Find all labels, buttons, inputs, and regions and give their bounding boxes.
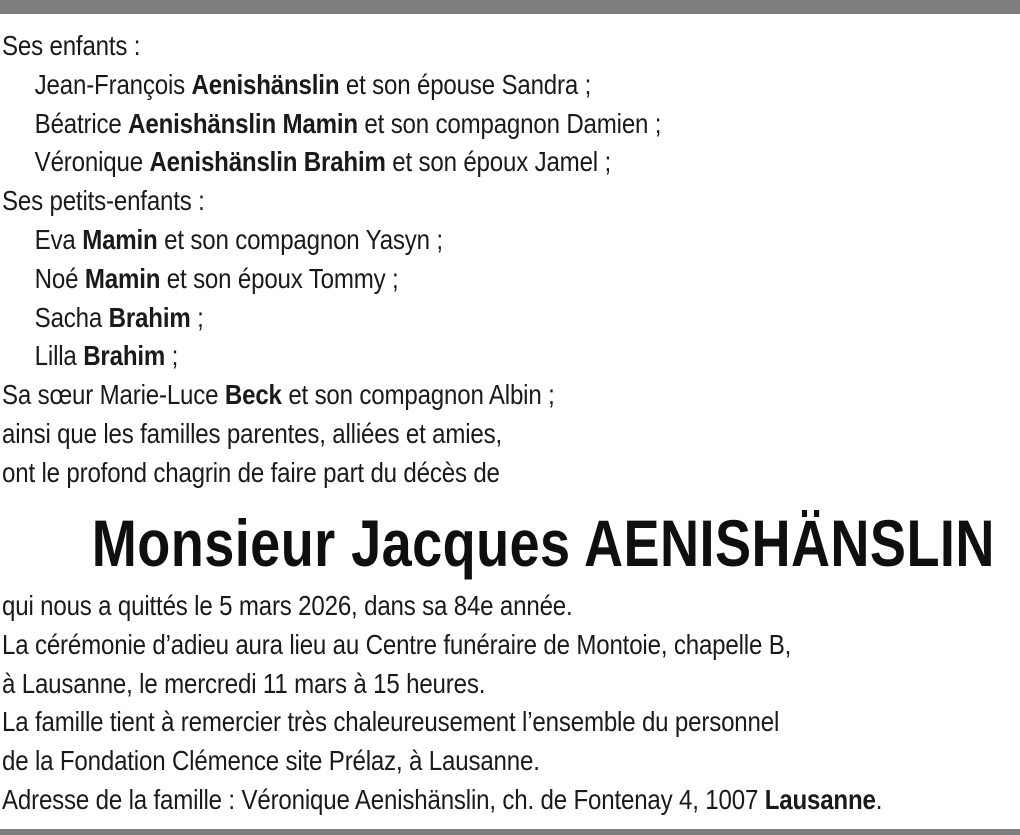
child-detail: et son époux Jamel ;: [392, 146, 612, 178]
sister-detail: et son compagnon Albin ;: [288, 379, 555, 411]
child-first-name: Jean-François: [34, 68, 186, 100]
family-address: [2, 781, 883, 820]
body-line: de la Fondation Clémence site Prélaz, à Lausanne.: [2, 745, 540, 777]
grandchild-first-name: Noé: [34, 262, 79, 294]
child-detail: et son épouse Sandra ;: [345, 68, 592, 100]
grandchild-line: [2, 299, 876, 338]
address-prefix: Adresse de la famille : Véronique Aenishänslin, ch. de Fontenay 4, 1007: [2, 783, 759, 815]
grandchild-detail: et son compagnon Yasyn ;: [164, 223, 443, 255]
grandchild-detail: ;: [171, 340, 179, 372]
grandchild-first-name: Lilla: [34, 340, 77, 372]
grandchild-line: [2, 221, 876, 260]
top-rule: [0, 0, 1020, 14]
address-suffix: .: [875, 783, 883, 815]
grandchild-surname: Mamin: [84, 262, 161, 294]
child-line: [2, 143, 876, 182]
announce-line: ont le profond chagrin de faire part du décès de: [2, 456, 500, 488]
address-city: Lausanne: [764, 783, 876, 815]
child-surname: Aenishänslin Brahim: [149, 146, 386, 178]
child-line: [2, 105, 876, 144]
grandchild-first-name: Sacha: [34, 301, 103, 333]
family-list: [2, 27, 1018, 493]
deceased-name: Monsieur Jacques AENISHÄNSLIN: [91, 506, 995, 580]
grandchild-line: [2, 337, 876, 376]
children-intro: Ses enfants :: [2, 30, 141, 61]
ceremony-details: [2, 587, 1018, 820]
child-first-name: Béatrice: [34, 107, 122, 139]
grandchild-detail: et son époux Tommy ;: [166, 262, 399, 294]
body-line: qui nous a quittés le 5 mars 2026, dans sa 84e année.: [2, 590, 573, 621]
families-line: ainsi que les familles parentes, alliées et amies,: [2, 417, 503, 449]
body-line: La famille tient à remercier très chaleureusement l’ensemble du personnel: [2, 706, 780, 738]
child-surname: Aenishänslin: [191, 68, 340, 100]
body-line: à Lausanne, le mercredi 11 mars à 15 heures.: [2, 667, 486, 699]
sister-first-name: Sa sœur Marie-Luce: [2, 379, 219, 411]
child-detail: et son compagnon Damien ;: [364, 107, 662, 139]
grandchild-surname: Brahim: [83, 340, 166, 372]
grandchild-detail: ;: [197, 301, 204, 333]
grandchild-surname: Brahim: [108, 301, 191, 333]
grandchild-line: [2, 260, 876, 299]
child-surname: Aenishänslin Mamin: [128, 107, 358, 139]
child-first-name: Véronique: [34, 146, 143, 178]
grandchildren-intro: Ses petits-enfants :: [2, 185, 205, 217]
body-line: La cérémonie d’adieu aura lieu au Centre funéraire de Montoie, chapelle B,: [2, 628, 792, 660]
grandchild-surname: Mamin: [82, 223, 158, 255]
child-line: [2, 66, 876, 105]
sister-surname: Beck: [224, 379, 282, 411]
bottom-rule: [0, 829, 1020, 835]
grandchild-first-name: Eva: [34, 223, 76, 255]
sister-line: [2, 376, 876, 415]
